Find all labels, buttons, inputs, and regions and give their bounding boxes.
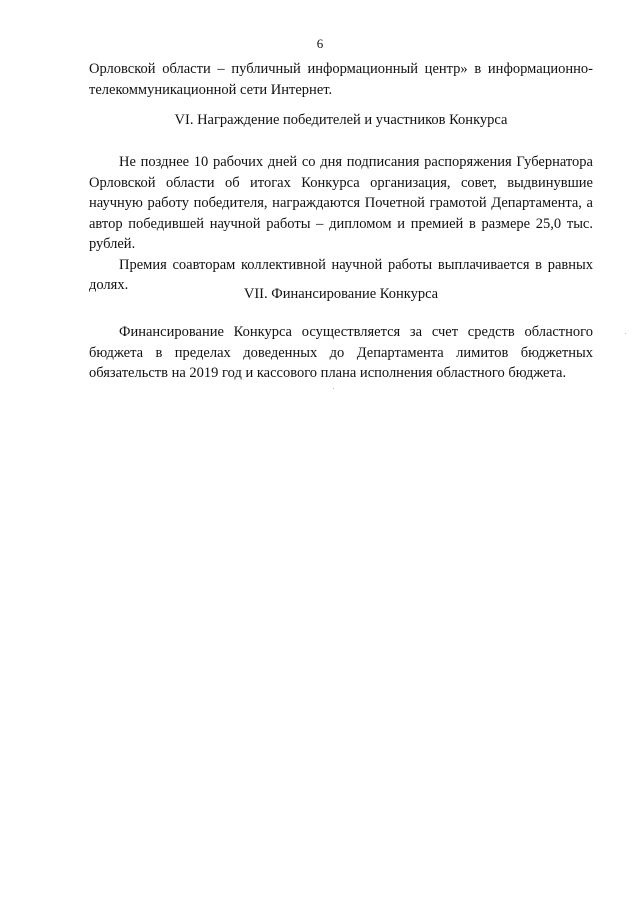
scan-speck (625, 333, 626, 334)
section-6-heading: VI. Награждение победителей и участников Конкурса (174, 112, 508, 128)
section-6-paragraph-1: Не позднее 10 рабочих дней со дня подписания распоряжения Губернатора Орловской области об итогах Конкурса организация, совет, выдвинувшие научную работу победителя, награждаются Почетной грамотой Департамента, а автор победившей научной работы – дипломом и премией в размере 25,0 тыс. рублей. (89, 154, 593, 252)
scan-speck (333, 388, 334, 389)
section-7-heading: VII. Финансирование Конкурса (243, 286, 439, 302)
page-number: 6 (316, 36, 324, 51)
intro-paragraph: Орловской области – публичный информационный центр» в информационно-телекоммуникационной сети Интернет. (89, 61, 593, 98)
section-7-body (89, 322, 593, 384)
section-6-body (89, 152, 593, 296)
section-6-paragraph-2: Премия соавторам коллективной научной работы выплачивается в равных долях. (89, 256, 593, 293)
intro-block (89, 59, 593, 100)
section-7-paragraph-1: Финансирование Конкурса осуществляется за счет средств областного бюджета в пределах доведенных до Департамента лимитов бюджетных обязательств на 2019 год и кассового плана исполнения областного бюджета. (89, 324, 593, 381)
